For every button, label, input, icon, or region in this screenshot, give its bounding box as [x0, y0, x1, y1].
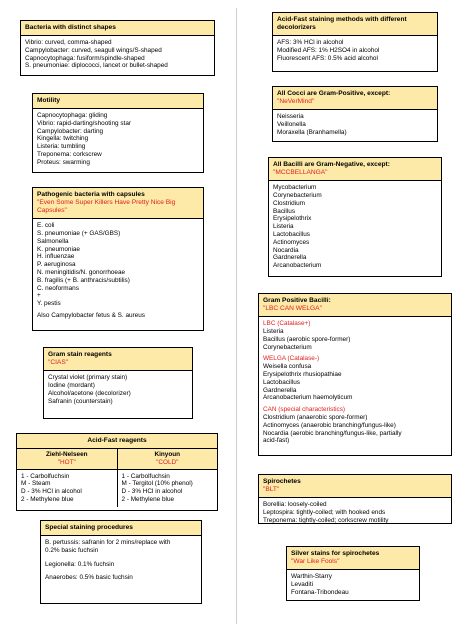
- acid-fast-reagents-title: Acid-Fast reagents: [17, 434, 217, 449]
- list-item: Veillonella: [277, 120, 306, 128]
- cocci-gram-positive-box: [272, 86, 438, 142]
- list-item: P. aeruginosa: [37, 261, 76, 269]
- spirochetes-box: [258, 474, 452, 524]
- capsules-box: [32, 187, 204, 331]
- list-item: Lactobacillus: [263, 378, 300, 386]
- silver-stains-title-text: Silver stains for spirochetes: [291, 550, 380, 557]
- gram-stain-mnemonic: "CIAS": [48, 359, 69, 367]
- list-item: Bacillus: [273, 207, 296, 215]
- paragraph-line: 0.2% basic fuchsin: [45, 546, 99, 554]
- list-item: Vibrio: rapid-darting/shooting star: [37, 119, 132, 127]
- list-item: M - Steam: [21, 480, 51, 488]
- list-item: Clostridium: [273, 199, 305, 207]
- list-item: D - 3% HCl in alcohol: [21, 488, 82, 496]
- paragraph-line: Anaerobes: 0.5% basic fuchsin: [45, 574, 133, 582]
- cocci-title-text: All Cocci are Gram-Positive, except:: [277, 90, 391, 97]
- list-item: Campylobacter: curved, seagull wings/S-shaped: [25, 46, 162, 54]
- gram-positive-bacilli-title: [259, 294, 451, 317]
- gram-stain-box: [43, 347, 193, 419]
- list-item: Crystal violet (primary stain): [48, 374, 128, 382]
- gram-positive-bacilli-mnemonic: "LBC CAN WELGA": [263, 305, 322, 313]
- motility-box: [32, 93, 204, 173]
- spirochetes-mnemonic: "BLT": [263, 486, 280, 494]
- list-item: Listeria: [263, 327, 284, 335]
- list-item: Capnocytophaga: fusiform/spindle-shaped: [25, 54, 145, 62]
- gram-stain-title: [44, 348, 192, 371]
- acid-fast-methods-title-line: decolorizers: [277, 24, 316, 32]
- list-item: N. meningitidis/N. gonorrhoeae: [37, 268, 126, 276]
- list-item: Arcanobacterium: [273, 262, 322, 270]
- capsules-title: [33, 188, 203, 219]
- list-item: Treponema: corkscrew: [37, 151, 102, 159]
- bacilli-title: [269, 158, 441, 181]
- spirochetes-title-text: Spirochetes: [263, 478, 301, 485]
- kinyoun-header: [118, 449, 218, 470]
- acid-fast-methods-box: [272, 12, 438, 72]
- list-item: Borellia: loosely-coiled: [263, 501, 327, 509]
- welga-heading: WELGA (Catalase-): [263, 355, 320, 363]
- bacilli-mnemonic: "MCCBELLANGA": [273, 169, 328, 177]
- gram-positive-bacilli-title-text: Gram Positive Bacilli:: [263, 297, 331, 304]
- list-item: Nocardia: [273, 246, 299, 254]
- silver-stains-box: [286, 546, 420, 601]
- list-item: E. coli: [37, 222, 55, 230]
- list-item: Listeria: tumbling: [37, 143, 86, 151]
- paragraph-line: B. pertussis: safranin for 2 mins/replace with: [45, 539, 171, 547]
- list-item: 2 - Methylene blue: [21, 496, 74, 504]
- list-item: Y. pestis: [37, 300, 61, 308]
- list-item: Arcanobacterium haemolyticum: [263, 394, 353, 402]
- list-item: Kingella: twitching: [37, 135, 89, 143]
- silver-stains-title: [287, 547, 419, 570]
- list-item: AFS: 3% HCl in alcohol: [277, 39, 344, 47]
- list-item: Vibrio: curved, comma-shaped: [25, 39, 112, 47]
- bacilli-gram-negative-box: [268, 157, 442, 277]
- list-item: Actinomyces (anaerobic branching/fungus-like): [263, 421, 396, 429]
- list-item: C. neoformans: [37, 284, 79, 292]
- can-heading: CAN (special characteristics): [263, 406, 346, 414]
- list-item: Fluorescent AFS: 0.5% acid alcohol: [277, 54, 378, 62]
- list-item: 1 - Carbolfuchsin: [21, 472, 70, 480]
- list-item: B. fragilis (+ B. anthracis/subtilis): [37, 276, 130, 284]
- list-item: Proteus: swarming: [37, 158, 90, 166]
- list-item: Actinomyces: [273, 238, 310, 246]
- list-item: Moraxella (Branhamella): [277, 128, 347, 136]
- ziehl-neelsen-column: [17, 449, 117, 507]
- list-item: 2 - Methylene blue: [121, 496, 175, 504]
- acid-fast-methods-title: [273, 13, 437, 36]
- kinyoun-title: Kinyoun: [154, 451, 181, 459]
- column-divider: [236, 8, 237, 624]
- list-item: Fontana-Tribondeau: [291, 588, 349, 596]
- list-item: Salmonella: [37, 237, 69, 245]
- list-item: Gardnerella: [273, 254, 307, 262]
- cocci-mnemonic: "NeVerMind": [277, 98, 315, 106]
- list-item: M - Tergitol (10% phenol): [121, 480, 193, 488]
- gram-stain-title-text: Gram stain reagents: [48, 351, 112, 358]
- list-item: D - 3% HCl in alcohol: [121, 488, 183, 496]
- ziehl-neelsen-mnemonic: "HOT": [57, 458, 76, 466]
- list-item: Alcohol/acetone (decolorizer): [48, 389, 131, 397]
- list-item: Lactobacillus: [273, 230, 310, 238]
- acid-fast-methods-title-line: Acid-Fast staining methods with different: [277, 16, 407, 23]
- special-staining-box: [40, 520, 202, 604]
- kinyoun-column: [117, 449, 218, 507]
- list-item: Corynebacterium: [263, 343, 312, 351]
- cocci-title: [273, 87, 437, 110]
- list-item: Erysipelothrix rhusiopathiae: [263, 370, 342, 378]
- list-item: H. influenzae: [37, 253, 75, 261]
- list-item: Modified AFS: 1% H2SO4 in alcohol: [277, 46, 380, 54]
- list-item: Corynebacterium: [273, 191, 322, 199]
- paragraph-line: Legionella: 0.1% fuchsin: [45, 560, 115, 568]
- list-item: +: [37, 292, 41, 300]
- silver-stains-mnemonic: "War Like Fools": [291, 558, 340, 566]
- ziehl-neelsen-header: [17, 449, 117, 470]
- list-item: Leptospira: tightly-coiled; with hooked ends: [263, 508, 386, 516]
- capsules-footer: Also Campylobacter fetus & S. aureus: [37, 312, 145, 320]
- list-item: S. pneumoniae (+ GAS/GBS): [37, 229, 121, 237]
- list-item: Bacillus (aerobic spore-former): [263, 335, 351, 343]
- list-item: Capnocytophaga: gliding: [37, 112, 108, 120]
- list-item: Neisseria: [277, 113, 304, 121]
- list-item: Clostridium (anaerobic spore-former): [263, 414, 368, 421]
- kinyoun-mnemonic: "COLD": [156, 458, 179, 466]
- bacilli-title-text: All Bacilli are Gram-Negative, except:: [273, 161, 390, 168]
- ziehl-neelsen-title: Ziehl-Nelseen: [45, 451, 88, 459]
- lbc-heading: LBC (Catalase+): [263, 320, 311, 328]
- list-item: Iodine (mordant): [48, 381, 95, 389]
- list-item: Treponema: tightly-coiled; corkscrew motility: [263, 516, 389, 524]
- list-item: Gardnerella: [263, 386, 297, 394]
- motility-title: Motility: [33, 94, 203, 109]
- capsules-title-text: Pathogenic bacteria with capsules: [37, 191, 145, 198]
- list-item: 1 - Carbolfuchsin: [121, 472, 170, 480]
- list-item: Safranin (counterstain): [48, 397, 113, 405]
- gram-positive-bacilli-box: [258, 293, 452, 456]
- list-item: Campylobacter: darting: [37, 127, 104, 135]
- list-item: Erysipelothrix: [273, 215, 312, 223]
- list-item: acid-fast): [263, 437, 290, 445]
- acid-fast-reagents-box: [16, 433, 218, 511]
- bacteria-shapes-box: [20, 20, 215, 76]
- list-item: Warthin-Starry: [291, 573, 332, 581]
- list-item: Mycobacterium: [273, 184, 317, 192]
- list-item: Levaditi: [291, 580, 314, 588]
- list-item: Weisella confusa: [263, 363, 312, 371]
- list-item: Listeria: [273, 223, 294, 231]
- list-item: Nocardia (aerobic branching/fungus-like, partially: [263, 429, 402, 437]
- capsules-mnemonic: "Even Some Super Killers Have Pretty Nice Big Capsules": [37, 199, 176, 215]
- list-item: K. pneumoniae: [37, 245, 80, 253]
- spirochetes-title: [259, 475, 451, 498]
- list-item: S. pneumoniae: diplococci, lancet or bullet-shaped: [25, 62, 168, 70]
- special-staining-title: Special staining procedures: [41, 521, 201, 536]
- bacteria-shapes-title: Bacteria with distinct shapes: [21, 21, 214, 36]
